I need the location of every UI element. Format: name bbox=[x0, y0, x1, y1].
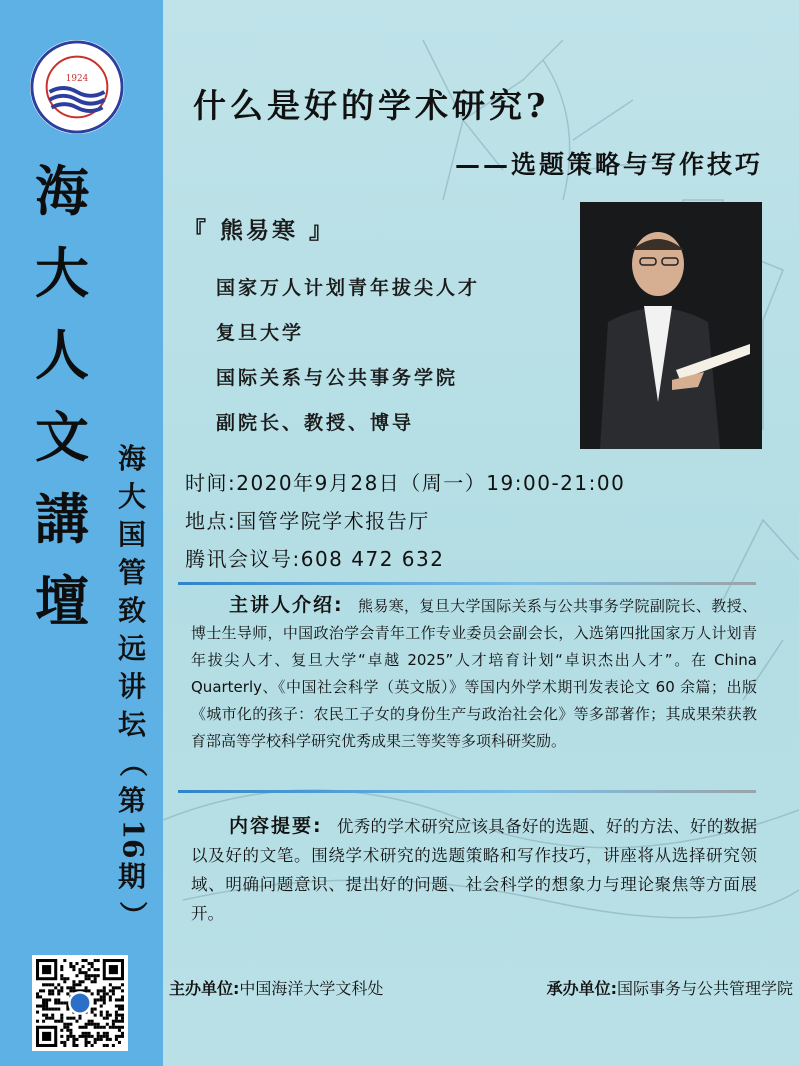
lecture-title: 什么是好的学术研究? bbox=[193, 86, 550, 125]
speaker-title-line: 国际关系与公共事务学院 bbox=[216, 367, 459, 389]
vertical-title-char: 講 bbox=[35, 487, 89, 551]
speaker-name: 『 熊易寒 』 bbox=[183, 217, 336, 244]
lecture-subtitle: ——选题策略与写作技巧 bbox=[454, 150, 763, 179]
event-place: 地点:国管学院学术报告厅 bbox=[185, 509, 430, 533]
speaker-title-line: 复旦大学 bbox=[216, 322, 305, 344]
vertical-subtitle-char: 致 bbox=[117, 594, 146, 627]
speaker-intro-text: 熊易寒，复旦大学国际关系与公共事务学院副院长、教授、博士生导师，中国政治学会青年工作专业委员会副会长，入选第四批国家万人计划青年拔尖人才、复旦大学“卓越 2025”人才培育计划“卓识杰出人才”。在 China Quarterly、《中国社会科学（英文版）》等国内外学术期刊发表论文 60 余篇；出版《城市化的孩子：农民工子女的身份生产与政治社会化》等多部著作；其成果荣获教育部高等学校科学研究优秀成果三等奖等多项科研奖励。 bbox=[191, 597, 757, 750]
event-meeting-id: 腾讯会议号:608 472 632 bbox=[185, 547, 445, 571]
organizer-name: 国际事务与公共管理学院 bbox=[616, 979, 793, 998]
vertical-subtitle-char: （ bbox=[115, 748, 149, 778]
vertical-title-char: 海 bbox=[35, 159, 89, 223]
footer bbox=[169, 976, 793, 999]
organizer-unit bbox=[547, 976, 793, 999]
qr-code[interactable] bbox=[32, 955, 128, 1051]
organizer-label: 承办单位: bbox=[546, 979, 617, 998]
vertical-subtitle-char: 大 bbox=[117, 480, 146, 513]
lecture-series-title bbox=[22, 150, 102, 642]
vertical-subtitle-char: 管 bbox=[117, 556, 146, 589]
event-time: 时间:2020年9月28日（周一）19:00-21:00 bbox=[185, 471, 626, 495]
vertical-subtitle-char: 国 bbox=[117, 518, 146, 551]
university-logo bbox=[28, 38, 126, 136]
speaker-title-line: 国家万人计划青年拔尖人才 bbox=[216, 277, 481, 299]
vertical-subtitle-char: 第 bbox=[117, 784, 146, 817]
speaker-title-line: 副院长、教授、博导 bbox=[216, 412, 415, 434]
vertical-title-char: 壇 bbox=[35, 569, 89, 633]
content-summary-text: 优秀的学术研究应该具备好的选题、好的方法、好的数据以及好的文笔。围绕学术研究的选题策略和写作技巧，讲座将从选择研究领域、明确问题意识、提出好的问题、社会科学的想象力与理论聚焦等方面展开。 bbox=[191, 817, 757, 923]
host-name: 中国海洋大学文科处 bbox=[239, 979, 384, 998]
vertical-title-char: 文 bbox=[35, 405, 89, 469]
vertical-subtitle-char: 期 bbox=[117, 860, 146, 893]
speaker-intro bbox=[191, 592, 757, 755]
speaker-titles bbox=[216, 270, 480, 450]
vertical-subtitle-char: 讲 bbox=[117, 670, 146, 703]
vertical-title-char: 大 bbox=[35, 241, 89, 305]
logo-year: 1924 bbox=[65, 74, 89, 85]
lecture-series-subtitle bbox=[108, 440, 156, 934]
divider bbox=[178, 790, 756, 793]
vertical-subtitle-char: ） bbox=[115, 900, 149, 930]
vertical-subtitle-char: 坛 bbox=[117, 708, 146, 741]
main-panel bbox=[163, 0, 799, 1066]
vertical-subtitle-char: 远 bbox=[117, 632, 146, 665]
content-summary bbox=[191, 812, 757, 928]
host-label: 主办单位: bbox=[169, 979, 240, 998]
sidebar bbox=[0, 0, 163, 1066]
vertical-title-char: 人 bbox=[35, 323, 89, 387]
host-unit bbox=[169, 976, 383, 999]
content-summary-label: 内容提要: bbox=[229, 815, 323, 837]
event-info bbox=[185, 466, 625, 580]
speaker-photo bbox=[580, 202, 762, 449]
divider bbox=[178, 582, 756, 585]
vertical-subtitle-char: 16 bbox=[116, 819, 149, 859]
vertical-subtitle-char: 海 bbox=[117, 442, 146, 475]
speaker-intro-label: 主讲人介绍: bbox=[229, 594, 344, 616]
